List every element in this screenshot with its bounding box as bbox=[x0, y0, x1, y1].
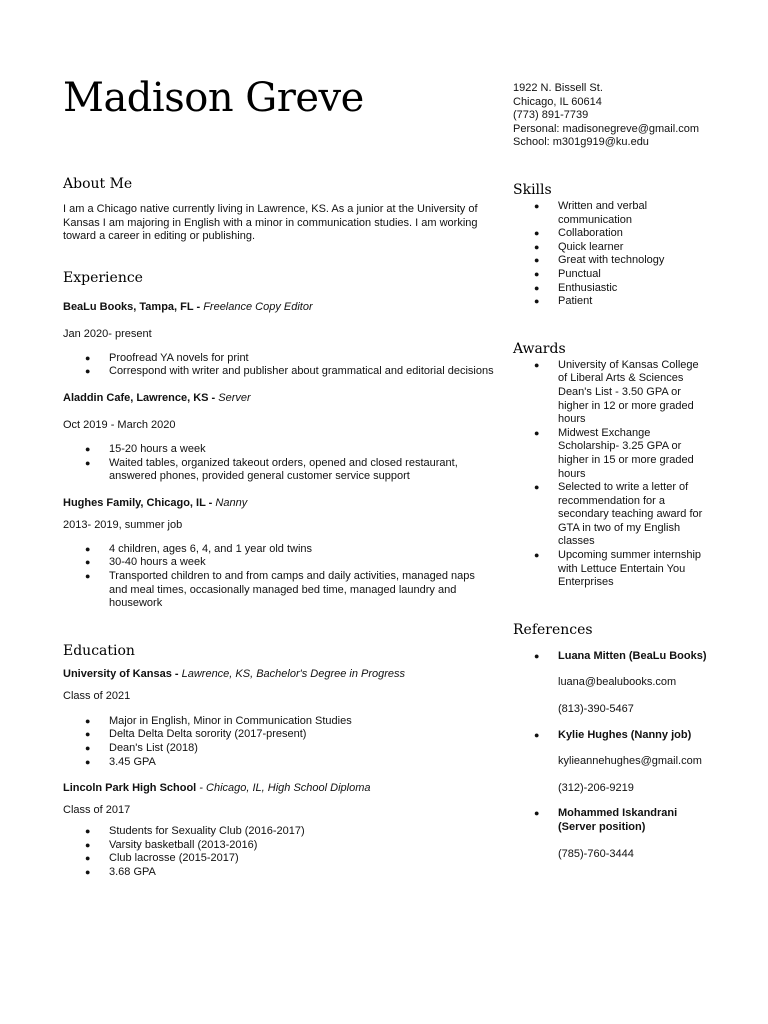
job-header bbox=[63, 300, 498, 314]
list-item-text: Major in English, Minor in Communication Studies bbox=[109, 714, 352, 727]
list-item bbox=[63, 742, 494, 756]
list-item bbox=[63, 852, 494, 866]
job-entry bbox=[63, 300, 498, 379]
list-item-text: Patient bbox=[558, 295, 593, 308]
list-item bbox=[513, 549, 706, 590]
job-bullets bbox=[63, 443, 498, 484]
list-item bbox=[513, 295, 706, 309]
list-item bbox=[513, 254, 706, 268]
job-separator: - bbox=[205, 496, 216, 509]
job-header bbox=[63, 391, 498, 405]
list-item-text: Upcoming summer internship with Lettuce Entertain You Enterprises bbox=[558, 549, 702, 589]
list-item bbox=[63, 570, 494, 611]
contact-address-line: 1922 N. Bissell St. bbox=[513, 82, 603, 94]
job-org: Aladdin Cafe, Lawrence, KS bbox=[63, 391, 209, 404]
list-item-text: Proofread YA novels for print bbox=[109, 351, 249, 364]
list-item bbox=[63, 365, 494, 379]
education-section bbox=[63, 641, 498, 880]
contact-phone: (773) 891-7739 bbox=[513, 109, 589, 122]
reference-entry bbox=[513, 807, 713, 861]
bullet-icon: ● bbox=[534, 482, 540, 493]
list-item-text: Club lacrosse (2015-2017) bbox=[109, 852, 239, 865]
reference-entry bbox=[513, 729, 713, 796]
bullet-icon: ● bbox=[534, 650, 540, 661]
school-bullets bbox=[63, 715, 498, 769]
bullet-icon: ● bbox=[85, 457, 91, 468]
bullet-icon: ● bbox=[534, 228, 540, 239]
school-date: Class of 2021 bbox=[63, 689, 131, 702]
awards-heading: Awards bbox=[513, 340, 566, 357]
reference-name: Mohammed Iskandrani (Server position) bbox=[558, 807, 678, 833]
bullet-icon: ● bbox=[534, 201, 540, 211]
bullet-icon: ● bbox=[85, 742, 91, 753]
job-role: Freelance Copy Editor bbox=[203, 300, 313, 313]
list-item bbox=[513, 268, 706, 282]
list-item bbox=[513, 227, 706, 241]
bullet-icon: ● bbox=[534, 550, 540, 561]
job-header bbox=[63, 496, 498, 510]
bullet-icon: ● bbox=[85, 366, 91, 377]
school-entry bbox=[63, 667, 498, 769]
job-bullets bbox=[63, 543, 498, 611]
right-column bbox=[513, 180, 713, 861]
list-item-text: Correspond with writer and publisher about grammatical and editorial decisions bbox=[109, 365, 494, 378]
job-role: Server bbox=[218, 391, 251, 404]
bullet-icon: ● bbox=[85, 853, 91, 864]
school-bullets bbox=[63, 825, 498, 879]
list-item bbox=[63, 715, 494, 729]
list-item bbox=[63, 756, 494, 770]
list-item bbox=[63, 457, 494, 484]
contact-school-email: School: m301g919@ku.edu bbox=[513, 136, 649, 149]
reference-email: kylieannehughes@gmail.com bbox=[558, 755, 702, 768]
list-item-text: Waited tables, organized takeout orders, opened and closed restaurant, answered phones, provided general customer service support bbox=[109, 456, 458, 483]
list-item-text: Written and verbal communication bbox=[558, 200, 648, 226]
bullet-icon: ● bbox=[85, 756, 91, 767]
bullet-icon: ● bbox=[85, 543, 91, 554]
reference-phone: (785)-760-3444 bbox=[558, 847, 634, 860]
job-date: Jan 2020- present bbox=[63, 327, 152, 340]
list-item-text: 3.45 GPA bbox=[109, 755, 156, 768]
left-column bbox=[63, 174, 498, 879]
list-item-text: Great with technology bbox=[558, 254, 665, 267]
school-header bbox=[63, 781, 498, 795]
list-item bbox=[513, 282, 706, 296]
list-item bbox=[63, 728, 494, 742]
list-item-text: Varsity basketball (2013-2016) bbox=[109, 838, 258, 851]
list-item bbox=[63, 443, 494, 457]
list-item bbox=[513, 200, 706, 227]
list-item bbox=[513, 427, 706, 481]
list-item-text: Punctual bbox=[558, 267, 601, 280]
list-item-text: 15-20 hours a week bbox=[109, 442, 206, 455]
job-org: Hughes Family, Chicago, IL bbox=[63, 496, 206, 509]
job-date: 2013- 2019, summer job bbox=[63, 518, 183, 531]
job-separator: - bbox=[193, 300, 204, 313]
bullet-icon: ● bbox=[534, 268, 540, 279]
reference-entry bbox=[513, 650, 713, 717]
list-item-text: University of Kansas College of Liberal Arts & Sciences Dean's List - 3.50 GPA or higher in 12 or more graded hours bbox=[558, 358, 699, 426]
school-detail: - Chicago, IL, High School Diploma bbox=[196, 782, 371, 795]
list-item bbox=[63, 352, 494, 366]
bullet-icon: ● bbox=[534, 282, 540, 293]
job-role: Nanny bbox=[215, 496, 248, 509]
education-heading: Education bbox=[63, 642, 135, 659]
list-item-text: Transported children to and from camps and daily activities, managed naps and meal times, occasionally managed bed time, managed laundry and housework bbox=[109, 569, 475, 610]
experience-heading: Experience bbox=[63, 269, 143, 286]
job-entry bbox=[63, 391, 498, 484]
school-detail: Lawrence, KS, Bachelor's Degree in Progress bbox=[178, 667, 406, 680]
list-item-text: Collaboration bbox=[558, 227, 623, 240]
contact-personal-email: Personal: madisonegreve@gmail.com bbox=[513, 122, 700, 135]
job-date: Oct 2019 - March 2020 bbox=[63, 418, 176, 431]
references-section bbox=[513, 620, 713, 861]
bullet-icon: ● bbox=[534, 241, 540, 252]
awards-section bbox=[513, 339, 713, 590]
list-item bbox=[513, 241, 706, 255]
school-header bbox=[63, 667, 498, 681]
reference-email: luana@bealubooks.com bbox=[558, 676, 677, 689]
bullet-icon: ● bbox=[534, 359, 540, 370]
list-item-text: Enthusiastic bbox=[558, 281, 618, 294]
bullet-icon: ● bbox=[534, 427, 540, 438]
bullet-icon: ● bbox=[85, 826, 91, 837]
list-item-text: Selected to write a letter of recommendation for a secondary teaching award for GTA in two of my English classes bbox=[558, 481, 703, 548]
job-bullets bbox=[63, 352, 498, 379]
list-item bbox=[63, 839, 494, 853]
school-name: Lincoln Park High School bbox=[63, 782, 197, 795]
list-item-text: Midwest Exchange Scholarship- 3.25 GPA or higher in 15 or more graded hours bbox=[558, 426, 694, 480]
experience-section bbox=[63, 268, 498, 611]
bullet-icon: ● bbox=[534, 729, 540, 740]
school-entry bbox=[63, 781, 498, 879]
reference-phone: (813)-390-5467 bbox=[558, 703, 634, 716]
list-item-text: 3.68 GPA bbox=[109, 865, 156, 878]
school-date: Class of 2017 bbox=[63, 804, 131, 817]
school-name: University of Kansas - bbox=[63, 667, 179, 680]
list-item-text: Dean's List (2018) bbox=[109, 741, 198, 754]
reference-phone: (312)-206-9219 bbox=[558, 781, 634, 794]
bullet-icon: ● bbox=[85, 715, 91, 726]
about-section bbox=[63, 174, 498, 244]
list-item-text: Students for Sexuality Club (2016-2017) bbox=[109, 825, 305, 838]
list-item-text: 4 children, ages 6, 4, and 1 year old twins bbox=[109, 542, 313, 555]
reference-name: Luana Mitten (BeaLu Books) bbox=[558, 649, 707, 662]
list-item-text: Delta Delta Delta sorority (2017-present) bbox=[109, 728, 307, 741]
bullet-icon: ● bbox=[85, 443, 91, 454]
list-item bbox=[63, 543, 494, 557]
bullet-icon: ● bbox=[85, 729, 91, 740]
bullet-icon: ● bbox=[534, 808, 540, 819]
bullet-icon: ● bbox=[534, 296, 540, 307]
about-text: I am a Chicago native currently living in Lawrence, KS. As a junior at the University of Kansas I am majoring in English with a minor in communication studies. I am working toward a career in editing or publishing. bbox=[63, 203, 478, 243]
awards-list bbox=[513, 359, 713, 590]
bullet-icon: ● bbox=[85, 557, 91, 568]
bullet-icon: ● bbox=[85, 839, 91, 850]
skills-heading: Skills bbox=[513, 182, 552, 198]
list-item bbox=[513, 481, 706, 549]
list-item bbox=[513, 359, 706, 427]
skills-section bbox=[513, 180, 713, 309]
resume-name: Madison Greve bbox=[63, 75, 364, 121]
list-item-text: Quick learner bbox=[558, 240, 624, 253]
list-item bbox=[63, 866, 494, 880]
contact-block bbox=[513, 82, 699, 150]
contact-city-line: Chicago, IL 60614 bbox=[513, 95, 602, 108]
bullet-icon: ● bbox=[85, 352, 91, 363]
job-org: BeaLu Books, Tampa, FL bbox=[63, 300, 194, 313]
about-heading: About Me bbox=[63, 176, 133, 192]
list-item bbox=[63, 556, 494, 570]
bullet-icon: ● bbox=[534, 255, 540, 266]
skills-list bbox=[513, 200, 713, 309]
job-separator: - bbox=[208, 391, 219, 404]
reference-name: Kylie Hughes (Nanny job) bbox=[558, 728, 692, 741]
bullet-icon: ● bbox=[85, 570, 91, 581]
list-item bbox=[63, 825, 494, 839]
bullet-icon: ● bbox=[85, 866, 91, 877]
list-item-text: 30-40 hours a week bbox=[109, 556, 206, 569]
job-entry bbox=[63, 496, 498, 611]
references-heading: References bbox=[513, 621, 593, 638]
